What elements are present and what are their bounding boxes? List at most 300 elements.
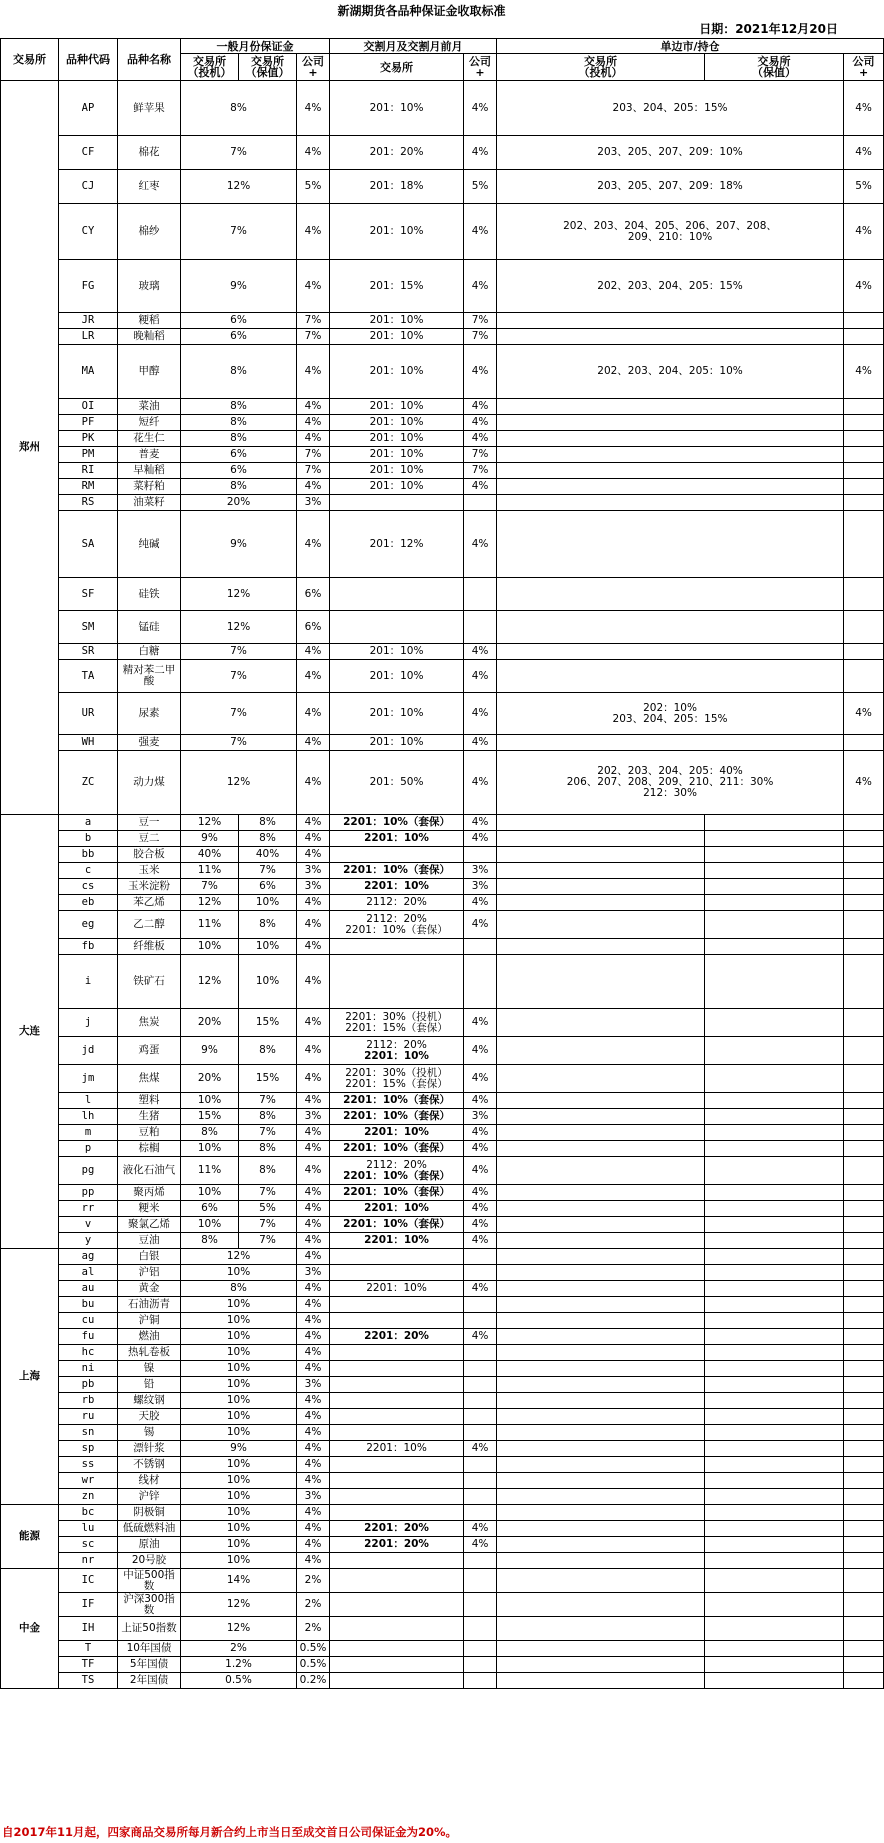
general-margin: 9% [181, 511, 297, 578]
product-code: rb [59, 1393, 118, 1409]
general-company-margin: 3% [297, 1109, 330, 1125]
table-row [1, 415, 884, 431]
unilateral-margin [497, 431, 844, 447]
unilateral-hedge-empty [705, 1329, 844, 1345]
delivery-margin: 201：15% [330, 260, 464, 313]
product-code: sc [59, 1537, 118, 1553]
product-code: i [59, 955, 118, 1009]
delivery-company-margin: 4% [464, 136, 497, 170]
table-row [1, 447, 884, 463]
unilateral-hedge-empty [705, 1233, 844, 1249]
table-row [1, 1425, 884, 1441]
unilateral-margin: 202、203、204、205：40% 206、207、208、209、210、211：30% 212：30% [497, 751, 844, 815]
general-hedge-margin: 8% [239, 911, 297, 939]
general-margin: 20% [181, 495, 297, 511]
table-row [1, 1141, 884, 1157]
unilateral-hedge-empty [705, 1249, 844, 1265]
unilateral-company-empty [844, 1657, 884, 1673]
delivery-company-margin [464, 1361, 497, 1377]
general-company-margin: 6% [297, 578, 330, 611]
general-margin: 8% [181, 81, 297, 136]
delivery-company-margin: 4% [464, 1441, 497, 1457]
product-code: sn [59, 1425, 118, 1441]
product-name: 动力煤 [118, 751, 181, 815]
unilateral-spec-empty [497, 1673, 705, 1689]
general-company-margin: 4% [297, 431, 330, 447]
exchange-name: 上海 [1, 1249, 59, 1505]
general-company-margin: 4% [297, 345, 330, 399]
general-company-margin: 2% [297, 1617, 330, 1641]
unilateral-spec-empty [497, 895, 705, 911]
delivery-margin: 201：10% [330, 415, 464, 431]
margin-table [0, 38, 884, 1689]
general-hedge-margin: 8% [239, 815, 297, 831]
unilateral-company-margin [844, 479, 884, 495]
product-name: 生猪 [118, 1109, 181, 1125]
delivery-company-margin: 4% [464, 895, 497, 911]
general-margin: 8% [181, 479, 297, 495]
general-company-margin: 4% [297, 479, 330, 495]
general-margin: 10% [181, 1361, 297, 1377]
unilateral-margin [497, 644, 844, 660]
general-spec-margin: 8% [181, 1233, 239, 1249]
delivery-margin [330, 1657, 464, 1673]
delivery-company-margin [464, 611, 497, 644]
table-row [1, 660, 884, 693]
product-name: 早籼稻 [118, 463, 181, 479]
general-hedge-margin: 8% [239, 1141, 297, 1157]
delivery-company-margin: 7% [464, 313, 497, 329]
general-hedge-margin: 8% [239, 1157, 297, 1185]
header-unilateral-hedge: 交易所 （保值） [705, 54, 844, 81]
product-name: 热轧卷板 [118, 1345, 181, 1361]
unilateral-hedge-empty [705, 1109, 844, 1125]
general-margin: 8% [181, 1281, 297, 1297]
general-margin: 6% [181, 447, 297, 463]
product-name: 菜籽粕 [118, 479, 181, 495]
delivery-margin [330, 1593, 464, 1617]
general-company-margin: 4% [297, 955, 330, 1009]
table-row [1, 1505, 884, 1521]
product-name: 粳米 [118, 1201, 181, 1217]
general-margin: 10% [181, 1457, 297, 1473]
general-margin: 10% [181, 1489, 297, 1505]
delivery-company-margin: 4% [464, 1201, 497, 1217]
product-code: MA [59, 345, 118, 399]
general-margin: 12% [181, 578, 297, 611]
unilateral-company-margin [844, 447, 884, 463]
delivery-company-margin: 4% [464, 399, 497, 415]
general-company-margin: 4% [297, 1297, 330, 1313]
delivery-margin: 2201：30%（投机） 2201：15%（套保） [330, 1009, 464, 1037]
general-margin: 9% [181, 1441, 297, 1457]
header-delivery-company: 公司 + [464, 54, 497, 81]
product-name: 5年国债 [118, 1657, 181, 1673]
unilateral-company-empty [844, 1297, 884, 1313]
table-row [1, 204, 884, 260]
table-row [1, 1125, 884, 1141]
table-row [1, 479, 884, 495]
product-code: l [59, 1093, 118, 1109]
page-title: 新湖期货各品种保证金收取标准 [337, 4, 506, 18]
unilateral-spec-empty [497, 1201, 705, 1217]
product-code: CY [59, 204, 118, 260]
unilateral-hedge-empty [705, 1265, 844, 1281]
delivery-company-margin [464, 1617, 497, 1641]
table-row [1, 136, 884, 170]
header-general: 一般月份保证金 [181, 39, 330, 54]
delivery-company-margin: 7% [464, 329, 497, 345]
delivery-margin [330, 578, 464, 611]
general-company-margin: 4% [297, 895, 330, 911]
delivery-margin: 2201：10%（套保） [330, 1093, 464, 1109]
table-row [1, 1617, 884, 1641]
unilateral-company-empty [844, 1185, 884, 1201]
table-row [1, 463, 884, 479]
product-code: TF [59, 1657, 118, 1673]
general-spec-margin: 12% [181, 955, 239, 1009]
delivery-margin: 2201：10% [330, 1125, 464, 1141]
product-name: 20号胶 [118, 1553, 181, 1569]
general-company-margin: 4% [297, 1553, 330, 1569]
unilateral-spec-empty [497, 1553, 705, 1569]
general-company-margin: 4% [297, 1065, 330, 1093]
delivery-margin: 201：10% [330, 447, 464, 463]
table-row [1, 1249, 884, 1265]
delivery-company-margin: 4% [464, 1537, 497, 1553]
delivery-margin: 2201：10%（套保） [330, 1185, 464, 1201]
general-company-margin: 4% [297, 260, 330, 313]
general-company-margin: 4% [297, 1457, 330, 1473]
delivery-company-margin: 4% [464, 693, 497, 735]
product-code: y [59, 1233, 118, 1249]
general-hedge-margin: 6% [239, 879, 297, 895]
unilateral-margin [497, 511, 844, 578]
unilateral-spec-empty [497, 1329, 705, 1345]
product-name: 聚氯乙烯 [118, 1217, 181, 1233]
unilateral-margin: 202、203、204、205：10% [497, 345, 844, 399]
general-hedge-margin: 40% [239, 847, 297, 863]
unilateral-hedge-empty [705, 1489, 844, 1505]
table-row [1, 751, 884, 815]
table-row [1, 1109, 884, 1125]
unilateral-company-empty [844, 863, 884, 879]
delivery-company-margin: 4% [464, 644, 497, 660]
table-row [1, 1441, 884, 1457]
unilateral-hedge-empty [705, 1673, 844, 1689]
product-name: 10年国债 [118, 1641, 181, 1657]
unilateral-company-empty [844, 1673, 884, 1689]
unilateral-company-empty [844, 1425, 884, 1441]
unilateral-company-empty [844, 1217, 884, 1233]
unilateral-margin [497, 329, 844, 345]
unilateral-company-margin [844, 329, 884, 345]
product-name: 油菜籽 [118, 495, 181, 511]
unilateral-margin: 202：10% 203、204、205：15% [497, 693, 844, 735]
product-code: sp [59, 1441, 118, 1457]
header-unilateral-company: 公司 + [844, 54, 884, 81]
delivery-company-margin: 4% [464, 1157, 497, 1185]
general-spec-margin: 10% [181, 1141, 239, 1157]
delivery-margin [330, 1457, 464, 1473]
delivery-margin: 201：10% [330, 431, 464, 447]
general-margin: 10% [181, 1425, 297, 1441]
product-name: 豆粕 [118, 1125, 181, 1141]
unilateral-company-empty [844, 1345, 884, 1361]
unilateral-company-margin: 4% [844, 751, 884, 815]
product-code: PK [59, 431, 118, 447]
product-name: 2年国债 [118, 1673, 181, 1689]
product-code: b [59, 831, 118, 847]
unilateral-spec-empty [497, 831, 705, 847]
product-name: 中证500指数 [118, 1569, 181, 1593]
table-row [1, 847, 884, 863]
general-margin: 10% [181, 1473, 297, 1489]
product-code: fu [59, 1329, 118, 1345]
table-row [1, 1313, 884, 1329]
unilateral-spec-empty [497, 1657, 705, 1673]
product-code: al [59, 1265, 118, 1281]
delivery-company-margin [464, 1641, 497, 1657]
product-code: IH [59, 1617, 118, 1641]
general-margin: 10% [181, 1505, 297, 1521]
product-name: 豆油 [118, 1233, 181, 1249]
unilateral-spec-empty [497, 1473, 705, 1489]
product-code: wr [59, 1473, 118, 1489]
unilateral-company-empty [844, 1473, 884, 1489]
table-row [1, 1409, 884, 1425]
general-margin: 12% [181, 1617, 297, 1641]
general-hedge-margin: 8% [239, 1109, 297, 1125]
table-row [1, 1377, 884, 1393]
table-row [1, 1569, 884, 1593]
unilateral-company-margin [844, 495, 884, 511]
table-row [1, 895, 884, 911]
general-spec-margin: 11% [181, 863, 239, 879]
general-company-margin: 4% [297, 1281, 330, 1297]
product-name: 聚丙烯 [118, 1185, 181, 1201]
general-company-margin: 4% [297, 1249, 330, 1265]
unilateral-spec-empty [497, 863, 705, 879]
product-code: LR [59, 329, 118, 345]
general-spec-margin: 12% [181, 815, 239, 831]
unilateral-margin [497, 463, 844, 479]
header-unilateral-spec: 交易所 （投机） [497, 54, 705, 81]
general-hedge-margin: 15% [239, 1009, 297, 1037]
unilateral-company-empty [844, 1249, 884, 1265]
delivery-margin [330, 955, 464, 1009]
product-code: AP [59, 81, 118, 136]
unilateral-spec-empty [497, 1361, 705, 1377]
product-name: 鸡蛋 [118, 1037, 181, 1065]
unilateral-company-empty [844, 1593, 884, 1617]
general-spec-margin: 7% [181, 879, 239, 895]
unilateral-company-empty [844, 1553, 884, 1569]
delivery-margin [330, 1345, 464, 1361]
product-code: JR [59, 313, 118, 329]
unilateral-spec-empty [497, 1345, 705, 1361]
table-row [1, 1265, 884, 1281]
general-margin: 7% [181, 644, 297, 660]
product-name: 棕榈 [118, 1141, 181, 1157]
delivery-margin [330, 1361, 464, 1377]
general-company-margin: 4% [297, 1217, 330, 1233]
product-name: 沪深300指数 [118, 1593, 181, 1617]
general-company-margin: 4% [297, 751, 330, 815]
product-name: 液化石油气 [118, 1157, 181, 1185]
delivery-company-margin: 5% [464, 170, 497, 204]
product-name: 焦炭 [118, 1009, 181, 1037]
unilateral-company-empty [844, 1521, 884, 1537]
table-row [1, 1329, 884, 1345]
unilateral-company-empty [844, 939, 884, 955]
general-company-margin: 4% [297, 815, 330, 831]
table-row [1, 1553, 884, 1569]
general-company-margin: 4% [297, 939, 330, 955]
general-hedge-margin: 7% [239, 1093, 297, 1109]
general-hedge-margin: 8% [239, 831, 297, 847]
general-margin: 10% [181, 1553, 297, 1569]
delivery-company-margin [464, 955, 497, 1009]
unilateral-hedge-empty [705, 1377, 844, 1393]
unilateral-company-empty [844, 1009, 884, 1037]
unilateral-margin [497, 313, 844, 329]
general-company-margin: 7% [297, 313, 330, 329]
table-row [1, 644, 884, 660]
delivery-company-margin [464, 578, 497, 611]
product-code: CJ [59, 170, 118, 204]
table-row [1, 399, 884, 415]
general-company-margin: 2% [297, 1593, 330, 1617]
unilateral-spec-empty [497, 1233, 705, 1249]
unilateral-company-margin [844, 463, 884, 479]
product-code: p [59, 1141, 118, 1157]
unilateral-spec-empty [497, 1297, 705, 1313]
unilateral-spec-empty [497, 1157, 705, 1185]
table-row [1, 1009, 884, 1037]
unilateral-spec-empty [497, 815, 705, 831]
unilateral-hedge-empty [705, 1157, 844, 1185]
product-name: 线材 [118, 1473, 181, 1489]
general-company-margin: 4% [297, 1093, 330, 1109]
unilateral-hedge-empty [705, 895, 844, 911]
product-name: 胶合板 [118, 847, 181, 863]
product-code: ni [59, 1361, 118, 1377]
product-name: 上证50指数 [118, 1617, 181, 1641]
table-row [1, 1521, 884, 1537]
delivery-company-margin [464, 1377, 497, 1393]
unilateral-spec-empty [497, 1457, 705, 1473]
product-name: 红枣 [118, 170, 181, 204]
delivery-company-margin: 7% [464, 447, 497, 463]
unilateral-spec-empty [497, 1569, 705, 1593]
unilateral-hedge-empty [705, 1441, 844, 1457]
table-row [1, 1657, 884, 1673]
delivery-company-margin: 4% [464, 1217, 497, 1233]
unilateral-hedge-empty [705, 1361, 844, 1377]
general-margin: 7% [181, 660, 297, 693]
general-margin: 9% [181, 260, 297, 313]
product-code: SR [59, 644, 118, 660]
delivery-margin: 2201：10% [330, 1201, 464, 1217]
unilateral-spec-empty [497, 1641, 705, 1657]
delivery-company-margin: 4% [464, 815, 497, 831]
unilateral-company-empty [844, 1489, 884, 1505]
unilateral-margin: 203、205、207、209：10% [497, 136, 844, 170]
unilateral-hedge-empty [705, 939, 844, 955]
product-code: WH [59, 735, 118, 751]
table-row [1, 431, 884, 447]
unilateral-hedge-empty [705, 1393, 844, 1409]
product-code: IC [59, 1569, 118, 1593]
general-spec-margin: 40% [181, 847, 239, 863]
general-company-margin: 4% [297, 1037, 330, 1065]
delivery-company-margin: 4% [464, 1521, 497, 1537]
product-code: rr [59, 1201, 118, 1217]
delivery-company-margin: 4% [464, 1125, 497, 1141]
delivery-company-margin: 4% [464, 415, 497, 431]
general-company-margin: 4% [297, 1409, 330, 1425]
product-code: RS [59, 495, 118, 511]
unilateral-company-margin: 4% [844, 136, 884, 170]
delivery-margin [330, 495, 464, 511]
delivery-company-margin [464, 1457, 497, 1473]
product-code: pb [59, 1377, 118, 1393]
general-spec-margin: 10% [181, 1093, 239, 1109]
delivery-company-margin: 4% [464, 479, 497, 495]
header-delivery-exchange: 交易所 [330, 54, 464, 81]
unilateral-margin: 202、203、204、205、206、207、208、 209、210：10% [497, 204, 844, 260]
product-code: jd [59, 1037, 118, 1065]
unilateral-company-margin: 4% [844, 693, 884, 735]
unilateral-company-empty [844, 955, 884, 1009]
unilateral-company-margin: 4% [844, 81, 884, 136]
unilateral-company-empty [844, 1065, 884, 1093]
header-general-company: 公司 + [297, 54, 330, 81]
unilateral-spec-empty [497, 1593, 705, 1617]
delivery-margin: 201：10% [330, 660, 464, 693]
unilateral-hedge-empty [705, 1201, 844, 1217]
general-margin: 12% [181, 1249, 297, 1265]
product-name: 强麦 [118, 735, 181, 751]
unilateral-company-empty [844, 1201, 884, 1217]
unilateral-margin [497, 479, 844, 495]
delivery-margin [330, 1265, 464, 1281]
delivery-margin: 2201：10% [330, 879, 464, 895]
unilateral-margin: 203、205、207、209：18% [497, 170, 844, 204]
table-row [1, 879, 884, 895]
product-name: 鲜苹果 [118, 81, 181, 136]
delivery-margin: 201：10% [330, 399, 464, 415]
delivery-margin [330, 611, 464, 644]
delivery-margin: 201：10% [330, 463, 464, 479]
table-row [1, 81, 884, 136]
delivery-margin: 201：10% [330, 735, 464, 751]
product-name: 玉米淀粉 [118, 879, 181, 895]
unilateral-hedge-empty [705, 815, 844, 831]
unilateral-company-margin: 4% [844, 204, 884, 260]
unilateral-spec-empty [497, 1521, 705, 1537]
general-company-margin: 2% [297, 1569, 330, 1593]
general-margin: 7% [181, 204, 297, 260]
delivery-company-margin: 4% [464, 81, 497, 136]
general-company-margin: 4% [297, 847, 330, 863]
delivery-company-margin [464, 939, 497, 955]
table-row [1, 1217, 884, 1233]
product-code: lu [59, 1521, 118, 1537]
delivery-margin [330, 1505, 464, 1521]
delivery-company-margin [464, 1393, 497, 1409]
